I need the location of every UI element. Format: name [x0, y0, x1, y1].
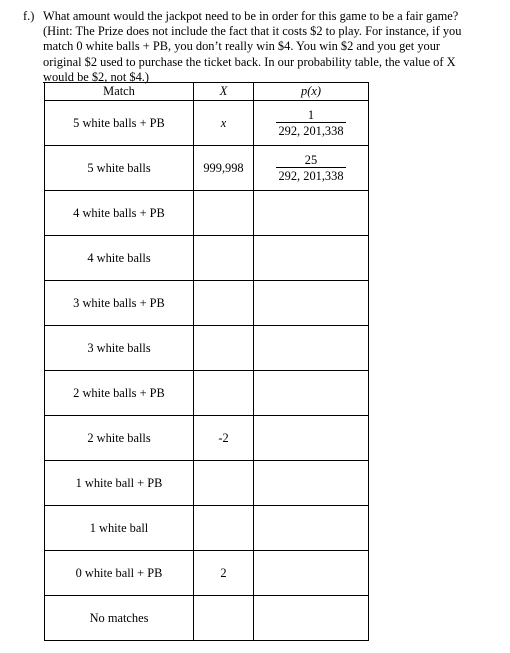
match-cell: 2 white balls — [45, 416, 194, 461]
x-value-cell[interactable] — [194, 236, 254, 281]
question-line: match 0 white balls + PB, you don’t really win $4. You win $2 and you get your — [43, 39, 441, 54]
probability-table — [44, 82, 369, 641]
table-row — [45, 146, 369, 191]
match-cell: 5 white balls + PB — [45, 101, 194, 146]
probability-cell[interactable] — [254, 101, 369, 146]
table-row — [45, 326, 369, 371]
x-value-cell[interactable] — [194, 191, 254, 236]
question-block — [23, 9, 493, 85]
x-value-cell[interactable]: 999,998 — [194, 146, 254, 191]
table-row — [45, 101, 369, 146]
header-x: X — [194, 83, 254, 101]
probability-cell[interactable] — [254, 596, 369, 641]
table-row — [45, 596, 369, 641]
x-value-cell[interactable] — [194, 596, 254, 641]
probability-fraction — [276, 153, 345, 183]
header-match: Match — [45, 83, 194, 101]
x-value-cell[interactable] — [194, 326, 254, 371]
question-line: original $2 used to purchase the ticket back. In our probability table, the value of X — [43, 54, 456, 69]
table-row — [45, 281, 369, 326]
x-value-cell[interactable] — [194, 461, 254, 506]
x-value-cell[interactable] — [194, 506, 254, 551]
match-cell: 3 white balls + PB — [45, 281, 194, 326]
match-cell: 0 white ball + PB — [45, 551, 194, 596]
table-row — [45, 236, 369, 281]
match-cell: 2 white balls + PB — [45, 371, 194, 416]
match-cell: 1 white ball + PB — [45, 461, 194, 506]
probability-fraction — [276, 108, 345, 138]
table-row — [45, 551, 369, 596]
match-cell: No matches — [45, 596, 194, 641]
probability-cell[interactable] — [254, 236, 369, 281]
table-row — [45, 506, 369, 551]
probability-cell[interactable] — [254, 551, 369, 596]
match-cell: 4 white balls — [45, 236, 194, 281]
header-row — [45, 83, 369, 101]
x-value-cell[interactable]: x — [194, 101, 254, 146]
table-row — [45, 461, 369, 506]
question-line: would be $2, not $4.) — [43, 69, 149, 84]
table-row — [45, 191, 369, 236]
probability-cell[interactable] — [254, 506, 369, 551]
x-value-cell[interactable]: -2 — [194, 416, 254, 461]
probability-cell[interactable] — [254, 461, 369, 506]
probability-cell[interactable] — [254, 191, 369, 236]
x-value-cell[interactable] — [194, 281, 254, 326]
match-cell: 3 white balls — [45, 326, 194, 371]
question-label: f.) — [23, 9, 35, 23]
table-row — [45, 416, 369, 461]
question-line: (Hint: The Prize does not include the fact that it costs $2 to play. For instance, if you — [43, 24, 462, 39]
header-px: p(x) — [254, 83, 369, 101]
question-line: What amount would the jackpot need to be in order for this game to be a fair game? — [43, 9, 459, 23]
fraction-numerator: 1 — [307, 107, 315, 122]
probability-cell[interactable] — [254, 371, 369, 416]
probability-cell[interactable] — [254, 326, 369, 371]
probability-cell[interactable] — [254, 146, 369, 191]
question-text — [43, 9, 493, 85]
x-value-cell[interactable]: 2 — [194, 551, 254, 596]
fraction-numerator: 25 — [304, 152, 318, 167]
match-cell: 4 white balls + PB — [45, 191, 194, 236]
fraction-denominator: 292, 201,338 — [278, 123, 344, 138]
table-row — [45, 371, 369, 416]
fraction-denominator: 292, 201,338 — [278, 168, 344, 183]
x-value-cell[interactable] — [194, 371, 254, 416]
match-cell: 5 white balls — [45, 146, 194, 191]
probability-cell[interactable] — [254, 281, 369, 326]
probability-cell[interactable] — [254, 416, 369, 461]
match-cell: 1 white ball — [45, 506, 194, 551]
